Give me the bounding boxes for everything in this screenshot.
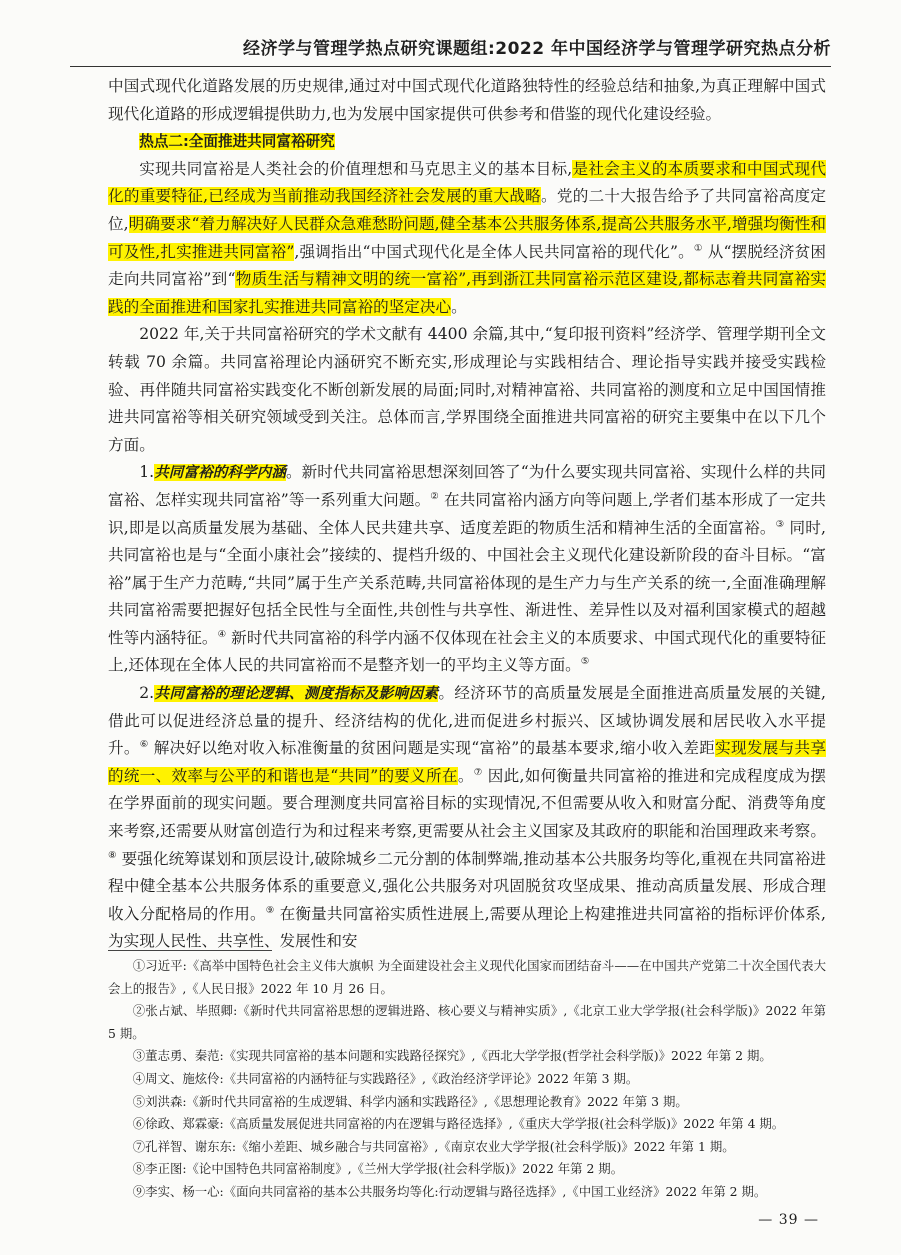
- footnote-item: ⑨李实、杨一心:《面向共同富裕的基本公共服务均等化:行动逻辑与路径选择》,《中国工业经济》2022 年第 2 期。: [132, 1183, 767, 1199]
- footnote-item: ⑧李正图:《论中国特色共同富裕制度》,《兰州大学学报(社会科学版)》2022 年第 2 期。: [132, 1161, 624, 1177]
- paragraph-topic-1: [108, 459, 826, 680]
- section-heading: 热点二:全面推进共同富裕研究: [139, 133, 335, 151]
- footnote-ref[interactable]: ②: [430, 490, 439, 502]
- footnote-ref[interactable]: ④: [217, 628, 227, 640]
- article-body: [108, 73, 826, 956]
- highlighted-text: 是社会主义的本质要求和中国式现代化的重要特征,已经成为当前推动我国经济社会发展的重大战略: [108, 159, 826, 206]
- text-run: ,强调指出“中国式现代化是全体人民共同富裕的现代化”。: [294, 242, 694, 261]
- footnote-ref[interactable]: ⑤: [580, 656, 590, 668]
- text-run: 。经济环节的高质量发展是全面推进高质量发展的关键,借此可以促进经济总量的提升、经济结构的优化,进而促进乡村振兴、区域协调发展和居民收入水平提升。: [108, 684, 826, 758]
- footnote-ref[interactable]: ⑧: [108, 849, 117, 861]
- paragraph-overview: 2022 年,关于共同富裕研究的学术文献有 4400 余篇,其中,“复印报刊资料”经济学、管理学期刊全文转载 70 余篇。共同富裕理论内涵研究不断充实,形成理论与实践相结合、理论指导实践并接受实践检验、再伴随共同富裕实践变化不断创新发展的局面;同时,对精神富裕、共同富裕的测度和立足中国国情推进共同富裕等相关研究领域受到关注。总体而言,学界围绕全面推进共同富裕的研究主要集中在以下几个方面。: [108, 325, 826, 454]
- section-heading-paragraph: [108, 128, 826, 156]
- footnote-ref[interactable]: ⑨: [265, 904, 275, 916]
- highlighted-text: 物质生活与精神文明的统一富裕”,再到浙江共同富裕示范区建设,都标志着共同富裕实践的全面推进和国家扎实推进共同富裕的坚定决心: [108, 270, 827, 316]
- footnote-ref[interactable]: ①: [693, 242, 703, 254]
- page-number: — 39 —: [758, 1212, 819, 1228]
- footnote-item: ④周文、施炫伶:《共同富裕的内涵特征与实践路径》,《政治经济学评论》2022 年第 3 期。: [132, 1070, 639, 1086]
- text-run: 新时代共同富裕的科学内涵不仅体现在社会主义的本质要求、中国式现代化的重要特征上,还体现在全体人民的共同富裕而不是整齐划一的平均主义等方面。: [108, 628, 826, 675]
- topic-heading: 共同富裕的科学内涵: [154, 464, 286, 482]
- footnote-item: ①习近平:《高举中国特色社会主义伟大旗帜 为全面建设社会主义现代化国家而团结奋斗——在中国共产党第二十次全国代表大会上的报告》,《人民日报》2022 年 10 月 26 日。: [108, 958, 826, 996]
- running-header: 经济学与管理学热点研究课题组:2022 年中国经济学与管理学研究热点分析: [242, 39, 831, 59]
- footnote-ref[interactable]: ⑦: [473, 766, 483, 778]
- topic-heading: 共同富裕的理论逻辑、测度指标及影响因素: [154, 685, 439, 703]
- paragraph-intro: [108, 156, 826, 322]
- topic-number: 2.: [139, 684, 155, 703]
- footnote-item: ③董志勇、秦范:《实现共同富裕的基本问题和实践路径探究》,《西北大学学报(哲学社会科学版)》2022 年第 2 期。: [132, 1048, 772, 1064]
- text-run: 。党的二十大报告给予了共同富裕高度定位,: [108, 187, 826, 233]
- text-run: 。: [451, 297, 467, 316]
- paragraph-topic-2: [108, 680, 826, 956]
- text-run: 。新时代共同富裕思想深刻回答了“为什么要实现共同富裕、实现什么样的共同富裕、怎样实现共同富裕”等一系列重大问题。: [108, 463, 826, 509]
- text-run: 。: [457, 766, 474, 785]
- footnote-item: ⑥徐政、郑霖豪:《高质量发展促进共同富裕的内在逻辑与路径选择》,《重庆大学学报(社会科学版)》2022 年第 4 期。: [132, 1116, 785, 1132]
- footnote-ref[interactable]: ③: [775, 518, 785, 530]
- text-run: 要强化统筹谋划和顶层设计,破除城乡二元分割的体制弊端,推动基本公共服务均等化,重视在共同富裕进程中健全基本公共服务体系的重要意义,强化公共服务对巩固脱贫攻坚成果、推动高质量发展、形成合理收入分配格局的作用。: [108, 849, 826, 923]
- text-run: 在共同富裕内涵方向等问题上,学者们基本形成了一定共识,即是以高质量发展为基础、全体人民共建共享、适度差距的物质生活和精神生活的全面富裕。: [108, 490, 826, 537]
- text-run: 实现共同富裕是人类社会的价值理想和马克思主义的基本目标,: [139, 159, 573, 178]
- footnote-rule: [108, 950, 272, 951]
- footnote-item: ⑦孔祥智、谢东东:《缩小差距、城乡融合与共同富裕》,《南京农业大学学报(社会科学版)》2022 年第 1 期。: [132, 1138, 735, 1154]
- highlighted-text: 明确要求“着力解决好人民群众急难愁盼问题,健全基本公共服务体系,提高公共服务水平,增强均衡性和可及性,扎实推进共同富裕”: [108, 214, 826, 261]
- text-run: 从“摆脱经济贫困走向共同富裕”到“: [108, 242, 826, 289]
- text-run: 因此,如何衡量共同富裕的推进和完成程度成为摆在学界面前的现实问题。要合理测度共同富裕目标的实现情况,不但需要从收入和财富分配、消费等角度来考察,还需要从财富创造行为和过程来考察,更需要从社会主义国家及其政府的职能和治国理政来考察。: [108, 766, 826, 841]
- text-run: 同时,共同富裕也是与“全面小康社会”接续的、提档升级的、中国社会主义现代化建设新阶段的奋斗目标。“富裕”属于生产力范畴,“共同”属于生产关系范畴,共同富裕体现的是生产力与生产关系的统一,全面准确理解共同富裕需要把握好包括全民性与全面性,共创性与共享性、渐进性、差异性以及对福利国家模式的超越性等内涵特征。: [108, 518, 826, 647]
- topic-number: 1.: [139, 463, 155, 482]
- footnote-ref[interactable]: ⑥: [139, 739, 149, 751]
- footnote-item: ⑤刘洪森:《新时代共同富裕的生成逻辑、科学内涵和实践路径》,《思想理论教育》2022 年第 3 期。: [132, 1093, 688, 1109]
- text-run: 在衡量共同富裕实质性进展上,需要从理论上构建推进共同富裕的指标评价体系,为实现人民性、共享性、发展性和安: [108, 904, 826, 951]
- paragraph-continued: 中国式现代化道路发展的历史规律,通过对中国式现代化道路独特性的经验总结和抽象,为真正理解中国式现代化道路的形成逻辑提供助力,也为发展中国家提供可供参考和借鉴的现代化建设经验。: [108, 77, 826, 123]
- highlighted-text: 实现发展与共享的统一、效率与公平的和谐也是“共同”的要义所在: [108, 739, 826, 785]
- text-run: 解决好以绝对收入标准衡量的贫困问题是实现“富裕”的最基本要求,缩小收入差距: [148, 739, 716, 758]
- footnote-item: ②张占斌、毕照卿:《新时代共同富裕思想的逻辑进路、核心要义与精神实质》,《北京工业大学学报(社会科学版)》2022 年第 5 期。: [108, 1003, 826, 1041]
- footnotes: [108, 955, 826, 1204]
- header-rule: [70, 66, 831, 67]
